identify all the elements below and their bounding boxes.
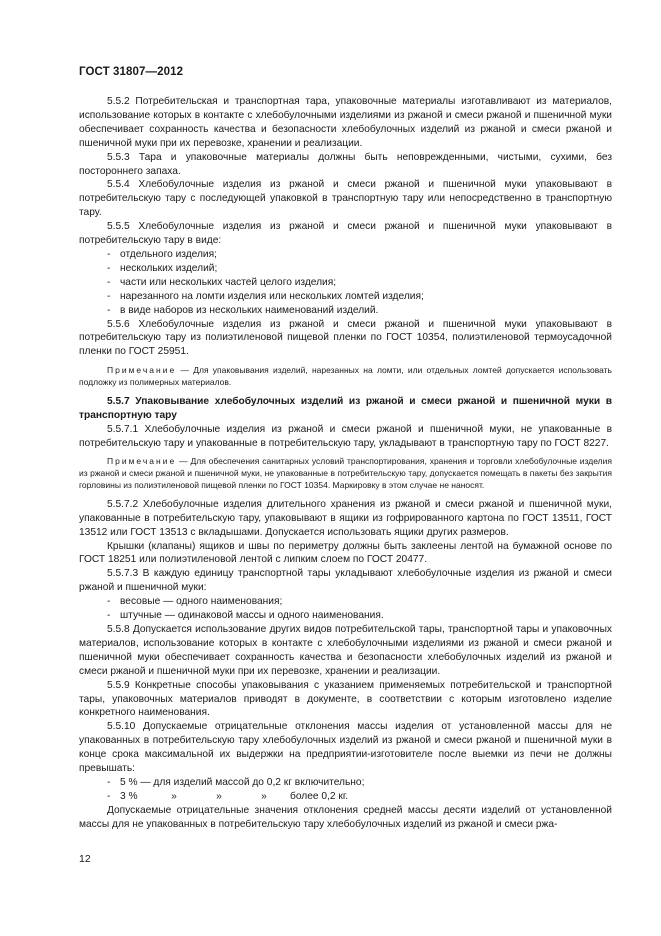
list-item: - штучные — одинаковой массы и одного наименования. <box>107 610 384 622</box>
list-item: - части или нескольких частей целого изделия; <box>107 276 337 288</box>
paragraph-5-5-10: 5.5.10 Допускаемые отрицательные отклонения массы изделия от установленной массы для не упакованных в потребительскую тару хлебобулочных изделий из ржаной и смеси ржаной и пшеничной муки в конце срока максимальной их выдержки на предприятии-изготовителе после выемки из печи не должны превышать: <box>79 721 612 775</box>
list-item: - нескольких изделий; <box>107 262 218 274</box>
document-body <box>79 95 612 832</box>
paragraph-5-5-2: 5.5.2 Потребительская и транспортная тара, упаковочные материалы изготавливают из материалов, использование которых в контакте с хлебобулочными изделиями из ржаной и смеси ржаной и пшеничной муки обеспечивает сохранность качества и безопасности хлебобулочных изделий из ржаной и смеси ржаной и пшеничной муки при их перевозке, хранении и реализации. <box>79 96 612 149</box>
paragraph-5-5-7-3: 5.5.7.3 В каждую единицу транспортной тары укладывают хлебобулочные изделия из ржаной и смеси ржаной и пшеничной муки: <box>79 568 612 594</box>
page-number: 12 <box>79 853 91 865</box>
tolerance-row-2: - 3 % » » » более 0,2 кг. <box>107 790 349 802</box>
paragraph-5-5-7-2-b: Крышки (клапаны) ящиков и швы по периметру должны быть заклеены лентой на бумажной основе по ГОСТ 18251 или полиэтиленовой лентой с липким слоем по ГОСТ 20477. <box>79 540 612 566</box>
paragraph-5-5-4: 5.5.4 Хлебобулочные изделия из ржаной и смеси ржаной и пшеничной муки упаковывают в потребительскую тару с последующей упаковкой в транспортную тару или непосредственно в транспортную тару. <box>79 179 612 219</box>
list-item: - весовые — одного наименования; <box>107 596 283 608</box>
paragraph-5-5-6: 5.5.6 Хлебобулочные изделия из ржаной и смеси ржаной и пшеничной муки упаковывают в потребительскую тару из полиэтиленовой пищевой пленки по ГОСТ 10354, полиэтиленовой термоусадочной пленки по ГОСТ 25951. <box>79 318 612 358</box>
list-item: - нарезанного на ломти изделия или нескольких ломтей изделия; <box>107 290 424 302</box>
note-label: Примечание <box>107 456 177 467</box>
section-heading-5-5-7: 5.5.7 Упаковывание хлебобулочных изделий из ржаной и смеси ржаной и пшеничной муки в транспортную тару <box>79 395 612 421</box>
paragraph-5-5-7-1: 5.5.7.1 Хлебобулочные изделия из ржаной и смеси ржаной и пшеничной муки, не упакованные в потребительскую тару и упакованные в потребительскую тару, укладывают в транспортную тару по ГОСТ 8227. <box>79 423 612 449</box>
note-label: Примечание <box>107 365 177 376</box>
list-item: - в виде наборов из нескольких наименований изделий. <box>107 304 379 316</box>
document-header: ГОСТ 31807—2012 <box>79 66 184 78</box>
note-1: Примечание — Для упаковывания изделий, нарезанных на ломти, или отдельных ломтей допускается использовать подложку из полимерных материалов. <box>79 365 612 388</box>
paragraph-final: Допускаемые отрицательные значения отклонения средней массы десяти изделий от установленной массы для не упакованных в потребительскую тару хлебобулочных изделий из ржаной и смеси ржа- <box>79 804 612 830</box>
paragraph-5-5-8: 5.5.8 Допускается использование других видов потребительской тары, транспортной тары и упаковочных материалов, использование которых в контакте с хлебобулочными изделиями из ржаной и смеси ржаной и пшеничной муки обеспечивает сохранность качества и безопасности хлебобулочных изделий из ржаной и смеси ржаной и пшеничной муки при их перевозке, хранении и реализации. <box>79 623 612 677</box>
paragraph-5-5-5: 5.5.5 Хлебобулочные изделия из ржаной и смеси ржаной и пшеничной муки упаковывают в потребительскую тару в виде: <box>79 221 612 247</box>
list-item: - отдельного изделия; <box>107 248 217 260</box>
tolerance-row-1: - 5 % — для изделий массой до 0,2 кг включительно; <box>107 776 365 788</box>
paragraph-5-5-7-2: 5.5.7.2 Хлебобулочные изделия длительного хранения из ржаной и смеси ржаной и пшеничной муки, упакованные в потребительскую тару, упаковывают в ящики из гофрированного картона по ГОСТ 13511, ГОСТ 13512 или ГОСТ 13513 с вкладышами. Допускается использовать ящики других размеров. <box>79 498 612 538</box>
note-2: Примечание — Для обеспечения санитарных условий транспортирования, хранения и торговли хлебобулочные изделия из ржаной и смеси ржаной и пшеничной муки, не упакованные в потребительскую тару, допускается помещать в пакеты без закрытия горловины из полиэтиленовой пищевой пленки по ГОСТ 10354. Маркировку в этом случае не наносят. <box>79 456 612 491</box>
paragraph-5-5-3: 5.5.3 Тара и упаковочные материалы должны быть неповрежденными, чистыми, сухими, без постороннего запаха. <box>79 151 612 177</box>
paragraph-5-5-9: 5.5.9 Конкретные способы упаковывания с указанием применяемых потребительской и транспортной тары, упаковочных материалов приводят в документе, в соответствии с которым изготовлено изделие конкретного наименования. <box>79 679 612 719</box>
